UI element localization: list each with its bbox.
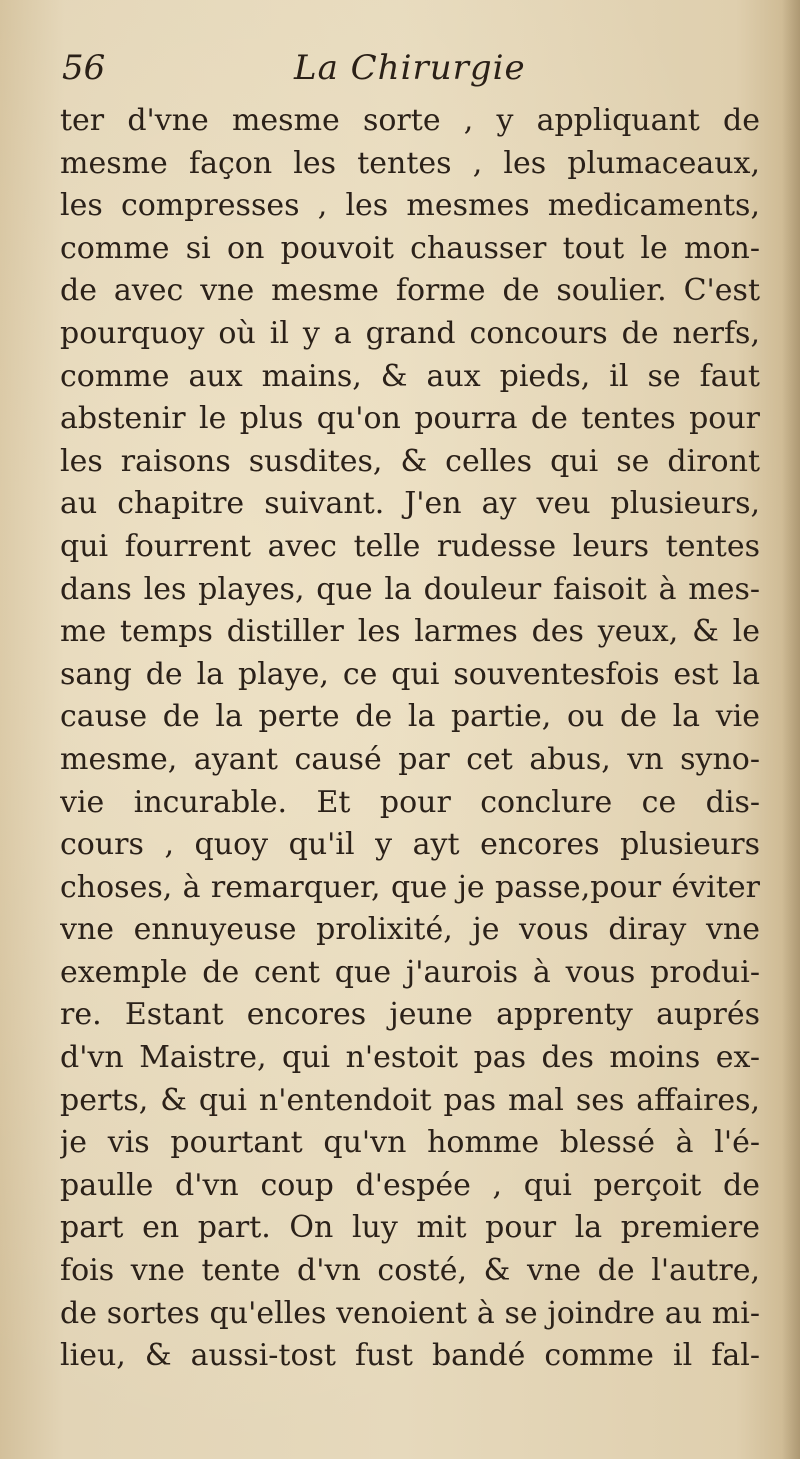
text-line: part en part. On luy mit pour la premiere [60,1210,760,1246]
text-line: cours , quoy qu'il y ayt encores plusieurs [60,827,760,863]
text-line: fois vne tente d'vn costé, & vne de l'autre, [60,1253,760,1289]
text-line: vie incurable. Et pour conclure ce dis- [60,784,760,820]
text-line: vne ennuyeuse prolixité, je vous diray vne [60,912,760,948]
text-line: je vis pourtant qu'vn homme blessé à l'é- [60,1125,760,1161]
text-line: au chapitre suivant. J'en ay veu plusieurs, [60,486,760,522]
text-line: perts, & qui n'entendoit pas mal ses affaires, [60,1082,760,1118]
text-line: dans les playes, que la douleur faisoit à mes- [60,571,760,607]
text-line: lieu, & aussi-tost fust bandé comme il fal- [60,1338,760,1374]
page-number: 56 [62,48,106,88]
body-text [60,100,760,1378]
text-line: comme si on pouvoit chausser tout le mon- [60,230,760,266]
text-line: d'vn Maistre, qui n'estoit pas des moins ex- [60,1040,760,1076]
text-line: de avec vne mesme forme de soulier. C'est [60,273,760,309]
text-line: comme aux mains, & aux pieds, il se faut [60,358,760,394]
text-line: les raisons susdites, & celles qui se diront [60,443,760,479]
text-line: exemple de cent que j'aurois à vous produi- [60,954,760,990]
text-line: me temps distiller les larmes des yeux, & le [60,614,760,650]
text-line: choses, à remarquer, que je passe,pour éviter [60,869,760,905]
page-header [62,48,762,98]
text-line: mesme façon les tentes , les plumaceaux, [60,145,760,181]
text-line: paulle d'vn coup d'espée , qui perçoit de [60,1167,760,1203]
text-line: cause de la perte de la partie, ou de la vie [60,699,760,735]
text-line: mesme, ayant causé par cet abus, vn syno- [60,741,760,777]
text-line: pourquoy où il y a grand concours de nerfs, [60,315,760,351]
text-line: qui fourrent avec telle rudesse leurs tentes [60,528,760,564]
running-head: La Chirurgie [294,48,526,88]
text-line: ter d'vne mesme sorte , y appliquant de [60,103,760,138]
text-line: de sortes qu'elles venoient à se joindre au mi- [60,1295,760,1331]
text-line: les compresses , les mesmes medicaments, [60,188,760,224]
text-line: sang de la playe, ce qui souventesfois est la [60,656,760,692]
text-line: abstenir le plus qu'on pourra de tentes pour [60,401,760,437]
text-line: re. Estant encores jeune apprenty auprés [60,997,760,1033]
